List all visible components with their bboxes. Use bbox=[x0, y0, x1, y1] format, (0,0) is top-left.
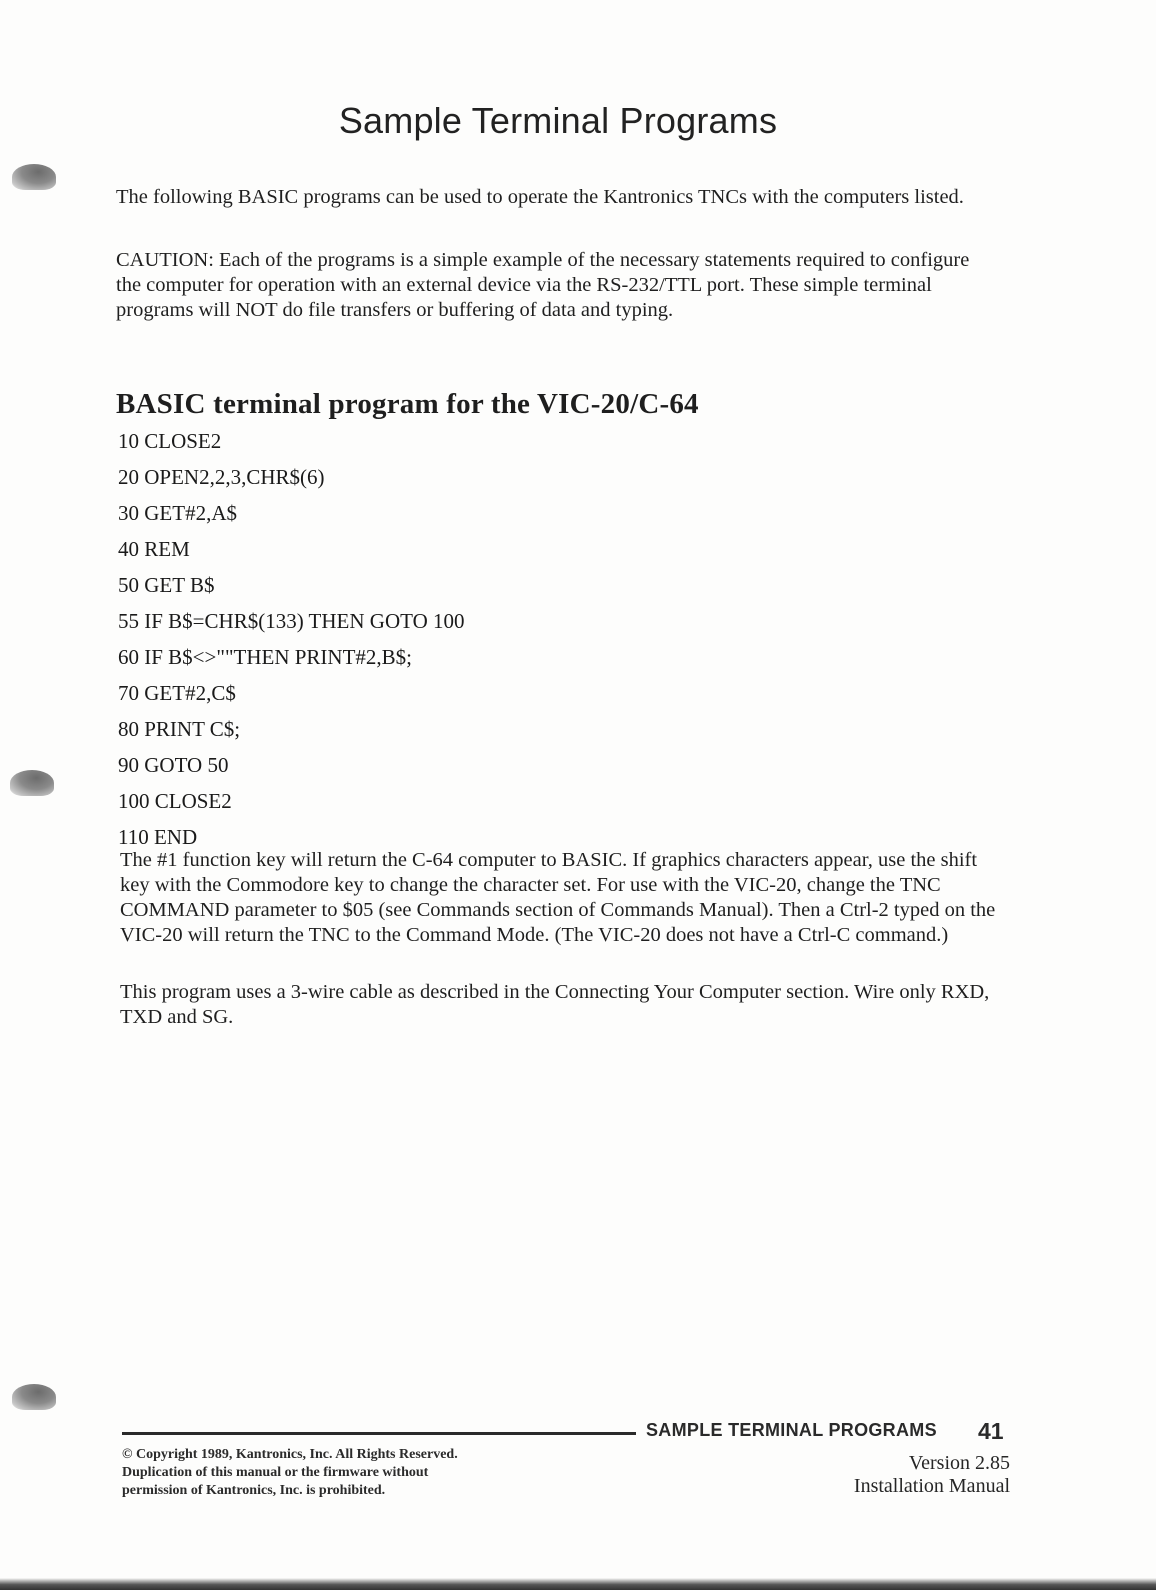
copyright-line: permission of Kantronics, Inc. is prohibited. bbox=[122, 1483, 386, 1498]
code-line: 55 IF B$=CHR$(133) THEN GOTO 100 bbox=[118, 609, 465, 633]
version-block bbox=[854, 1452, 1010, 1498]
code-line: 60 IF B$<>""THEN PRINT#2,B$; bbox=[118, 645, 413, 669]
binder-hole-top bbox=[12, 164, 56, 190]
function-key-note: The #1 function key will return the C-64 computer to BASIC. If graphics characters appear, use the shift key with the Commodore key to change the character set. For use with the VIC-20, change the TNC COMMAND parameter to $05 (see Commands section of Commands Manual). Then a Ctrl-2 typed on the VIC-20 will return the TNC to the Command Mode. (The VIC-20 does not have a Ctrl-C command.) bbox=[120, 849, 996, 946]
code-line: 80 PRINT C$; bbox=[118, 717, 241, 741]
basic-code-listing bbox=[118, 428, 465, 860]
footer-rule bbox=[122, 1432, 636, 1435]
intro-paragraph: The following BASIC programs can be used to operate the Kantronics TNCs with the computers listed. bbox=[116, 186, 964, 208]
manual-name: Installation Manual bbox=[853, 1475, 1010, 1497]
section-heading: BASIC terminal program for the VIC-20/C-64 bbox=[116, 388, 699, 420]
code-line: 90 GOTO 50 bbox=[118, 753, 229, 777]
page-title: Sample Terminal Programs bbox=[338, 100, 778, 141]
code-line: 40 REM bbox=[118, 537, 190, 561]
code-line: 30 GET#2,A$ bbox=[118, 501, 237, 525]
code-line: 110 END bbox=[118, 825, 198, 849]
cable-note: This program uses a 3-wire cable as described in the Connecting Your Computer section. Wire only RXD, TXD and SG. bbox=[120, 981, 990, 1028]
code-line: 100 CLOSE2 bbox=[118, 789, 232, 813]
caution-paragraph: CAUTION: Each of the programs is a simple example of the necessary statements required to configure the computer for operation with an external device via the RS-232/TTL port. These simple terminal programs will NOT do file transfers or buffering of data and typing. bbox=[116, 249, 970, 321]
code-line: 10 CLOSE2 bbox=[118, 429, 222, 453]
version-label: Version 2.85 bbox=[908, 1452, 1010, 1474]
binder-hole-bottom bbox=[12, 1384, 56, 1410]
footer-section-title: SAMPLE TERMINAL PROGRAMS bbox=[646, 1420, 937, 1440]
page-bottom-edge bbox=[0, 1578, 1156, 1590]
binder-hole-middle bbox=[10, 770, 54, 796]
code-line: 50 GET B$ bbox=[118, 573, 215, 597]
copyright-line: Duplication of this manual or the firmware without bbox=[122, 1465, 429, 1480]
copyright-line: © Copyright 1989, Kantronics, Inc. All Rights Reserved. bbox=[122, 1447, 458, 1462]
code-line: 20 OPEN2,2,3,CHR$(6) bbox=[118, 465, 325, 489]
code-line: 70 GET#2,C$ bbox=[118, 681, 236, 705]
page-number: 41 bbox=[978, 1418, 1004, 1444]
copyright-notice bbox=[122, 1446, 458, 1500]
